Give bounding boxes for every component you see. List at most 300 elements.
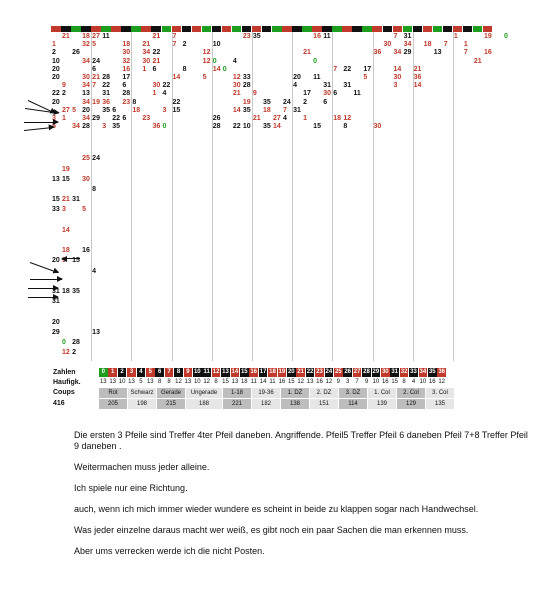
spin-number: 1: [142, 65, 147, 73]
spin-number: 15: [313, 123, 321, 131]
spin-number: 31: [403, 33, 412, 40]
color-strip-segment: [162, 26, 172, 32]
spin-number: 30: [142, 57, 151, 65]
spin-number: 33: [52, 206, 60, 214]
spin-number: 7: [443, 41, 448, 49]
spin-number: 11: [313, 74, 321, 81]
frequency-value: 9: [336, 379, 340, 385]
spin-number: 27: [92, 33, 100, 40]
chance-value: 114: [339, 399, 368, 409]
chance-value: 138: [281, 399, 310, 409]
spin-number: 31: [323, 82, 332, 90]
spin-number: 16: [82, 247, 90, 255]
spin-number: 28: [212, 123, 221, 131]
chance-values-row: [51, 399, 471, 409]
spin-number: 14: [62, 226, 70, 234]
arrow-marker-9: [28, 297, 58, 298]
arrow-marker-4: [24, 127, 54, 131]
spin-number: 22: [232, 123, 241, 131]
frequency-value: 9: [364, 379, 369, 385]
color-strip-segment: [433, 26, 443, 32]
spin-number: 18: [82, 33, 90, 40]
frequency-value: 15: [287, 379, 295, 385]
column-divider: [332, 32, 333, 361]
spin-number: 14: [172, 74, 181, 81]
frequency-value: 18: [240, 379, 248, 385]
spin-number: 13: [82, 90, 90, 98]
number-cell: 28: [363, 369, 370, 375]
spin-number: 15: [52, 196, 60, 204]
spin-number: 6: [122, 82, 127, 90]
spin-number: 36: [413, 74, 422, 81]
spin-number: 23: [142, 115, 151, 122]
spin-number: 12: [62, 349, 70, 357]
spin-number: 14: [273, 123, 281, 131]
spin-number: 7: [333, 65, 338, 73]
color-strip-segment: [332, 26, 342, 32]
spin-number: 30: [122, 49, 131, 57]
number-cell: 10: [193, 369, 201, 375]
frequency-value: 12: [175, 379, 182, 385]
spin-number: 31: [293, 106, 301, 114]
paragraph-2: Weitermachen muss jeder alleine.: [74, 462, 210, 472]
spin-number: 35: [72, 288, 80, 295]
spin-number: 21: [473, 57, 482, 65]
spin-number: 19: [483, 33, 492, 40]
spin-number: 22: [343, 65, 352, 73]
spin-number: 35: [102, 106, 111, 114]
frequency-value: 8: [158, 379, 162, 385]
column-divider: [453, 32, 454, 361]
chance-name: 3. DZ: [339, 388, 368, 398]
spin-number: 30: [232, 82, 241, 90]
spin-number: 34: [72, 123, 80, 131]
paragraph-5: Was jeder einzelne daraus macht wer weiß, es gibt noch ein paar Sachen die man erkennen muss.: [74, 525, 469, 535]
color-strip-segment: [121, 26, 131, 32]
frequency-value: 13: [184, 379, 192, 385]
frequency-value: 16: [278, 379, 286, 385]
paragraph-6: Aber ums verrecken werde ich die nicht Posten.: [74, 546, 265, 556]
spin-number: 34: [393, 49, 402, 57]
spin-number: 16: [122, 65, 131, 73]
spin-number: 6: [122, 115, 127, 122]
number-cell: 3: [127, 368, 136, 377]
spin-number: 23: [122, 98, 131, 106]
spin-number: 30: [82, 175, 90, 183]
spin-number: 0: [162, 123, 167, 131]
number-cell: 31: [391, 369, 399, 375]
frequency-value: 16: [316, 379, 323, 385]
number-cell: 19: [278, 369, 286, 375]
chance-name: 2. Col: [397, 388, 426, 398]
spin-number: 30: [323, 90, 332, 98]
spin-number: 8: [182, 65, 187, 73]
spin-number: 1: [463, 41, 468, 49]
spin-number: 6: [333, 90, 338, 98]
number-cell: 2: [118, 368, 127, 377]
spin-number: 2: [52, 49, 56, 57]
spin-number: 21: [142, 41, 151, 49]
number-cell: 9: [184, 368, 193, 377]
statistics-panel: [51, 368, 471, 412]
color-strip-segment: [111, 26, 121, 32]
color-strip-segment: [342, 26, 352, 32]
number-cell: 8: [174, 368, 183, 377]
color-strip-segment: [51, 26, 61, 32]
spin-number: 10: [242, 123, 251, 131]
spin-number: 19: [62, 165, 70, 173]
spin-number: 25: [82, 155, 90, 163]
spin-number: 0: [222, 65, 227, 73]
spin-number: 35: [242, 106, 251, 114]
spin-number: 32: [82, 41, 90, 49]
number-cell: 32: [400, 369, 408, 375]
chance-name: Rot: [99, 388, 128, 398]
spin-number: 1: [152, 90, 157, 98]
spin-number: 34: [82, 98, 90, 106]
spin-number: 3: [62, 206, 66, 214]
spin-number: 13: [52, 175, 60, 183]
color-strip-segment: [131, 26, 141, 32]
column-divider: [252, 32, 253, 361]
spin-number: 35: [112, 123, 121, 131]
color-strip-segment: [71, 26, 81, 32]
color-strip-segment: [252, 26, 262, 32]
spin-number: 20: [52, 65, 60, 73]
spin-number: 13: [92, 328, 100, 336]
color-strip-segment: [372, 26, 382, 32]
number-cell: 26: [344, 369, 352, 375]
chance-name: Schwarz: [128, 388, 157, 398]
frequency-value: 12: [297, 379, 305, 385]
frequency-value: 14: [259, 379, 267, 385]
color-strip-segment: [302, 26, 312, 32]
color-strip-segment: [453, 26, 463, 32]
spin-number: 1: [303, 115, 308, 122]
zahlen-label: Zahlen: [53, 369, 76, 376]
color-strip-segment: [242, 26, 252, 32]
frequency-value: 12: [438, 379, 446, 385]
chance-value: 198: [128, 399, 157, 409]
spin-number: 18: [62, 288, 70, 295]
spin-number: 35: [262, 123, 271, 131]
spin-number: 21: [62, 196, 70, 204]
spin-number: 17: [303, 90, 311, 98]
spin-number: 18: [62, 247, 70, 255]
spin-number: 4: [92, 267, 97, 275]
chance-name: Gerade: [157, 388, 186, 398]
spin-number: 17: [363, 65, 372, 73]
number-cell: 6: [155, 368, 164, 377]
frequency-value: 8: [402, 379, 406, 385]
color-strip-segment: [81, 26, 91, 32]
frequency-value: 15: [222, 379, 229, 385]
column-divider: [131, 32, 132, 361]
color-strip-segment: [413, 26, 423, 32]
number-cell: 16: [250, 369, 258, 375]
paragraph-3: Ich spiele nur eine Richtung.: [74, 483, 188, 493]
spin-number: 11: [323, 33, 331, 40]
number-cell: 13: [222, 369, 229, 375]
number-cell: 30: [381, 369, 389, 375]
spin-number: 36: [373, 49, 382, 57]
spin-number: 0: [212, 57, 217, 65]
spin-number: 21: [152, 57, 161, 65]
frequency-value: 4: [411, 379, 416, 385]
chance-name: Ungerade: [186, 388, 223, 398]
spin-number: 35: [262, 98, 271, 106]
spin-number: 13: [433, 49, 442, 57]
spin-number: 6: [323, 98, 328, 106]
color-strip-segment: [292, 26, 302, 32]
frequency-value: 13: [231, 379, 239, 385]
spin-number: 14: [212, 65, 221, 73]
color-strip-segment: [192, 26, 202, 32]
color-strip-segment: [222, 26, 232, 32]
spin-number: 14: [232, 106, 241, 114]
spin-number: 0: [504, 33, 508, 40]
frequency-value: 16: [381, 379, 389, 385]
spin-number: 14: [413, 82, 422, 90]
paragraph-1: Die ersten 3 Pfeile sind Treffer 4ter Pfeil daneben. Angriffende. Pfeil5 Treffer Pfeil 6 daneben Pfeil 7+8 Treffer Pfeil 9 daneben .: [74, 430, 528, 451]
color-strip-segment: [202, 26, 212, 32]
spin-number: 10: [52, 57, 60, 65]
number-cell: 24: [325, 369, 333, 375]
chance-value: 129: [397, 399, 426, 409]
frequency-value: 13: [128, 379, 135, 385]
spin-number: 29: [92, 115, 100, 122]
frequency-value: 5: [139, 379, 143, 385]
spin-number: 2: [303, 98, 308, 106]
color-strip-segment: [362, 26, 372, 32]
chance-name: 1-18: [223, 388, 252, 398]
number-cell: 34: [419, 369, 427, 375]
number-cell: 4: [137, 368, 146, 377]
chance-name: 1. Col: [368, 388, 397, 398]
spin-number: 3: [162, 106, 167, 114]
spin-number: 5: [92, 41, 97, 49]
spin-number: 7: [172, 41, 177, 49]
spin-number: 4: [293, 82, 297, 90]
number-cell: 0: [99, 368, 108, 377]
spin-number: 27: [62, 106, 70, 114]
spin-number: 16: [483, 49, 492, 57]
frequency-value: 13: [99, 379, 107, 385]
spin-number: 34: [82, 115, 90, 122]
spin-number: 22: [152, 49, 161, 57]
chance-name: 1. DZ: [281, 388, 310, 398]
spin-number: 31: [52, 298, 60, 306]
spin-number: 6: [112, 106, 117, 114]
chance-value: 205: [99, 399, 128, 409]
spin-number: 28: [122, 90, 131, 98]
spin-number: 18: [132, 106, 141, 114]
frequency-value: 12: [203, 379, 211, 385]
spin-number: 21: [252, 115, 261, 122]
number-cell: 5: [146, 368, 155, 377]
color-strip-segment: [312, 26, 322, 32]
spin-number: 11: [102, 33, 110, 40]
spin-number: 3: [52, 115, 56, 122]
spin-number: 12: [343, 115, 352, 122]
spin-number: 16: [313, 33, 321, 40]
spin-number: 24: [283, 98, 291, 106]
spin-number: 35: [252, 33, 261, 40]
color-strip-segment: [101, 26, 111, 32]
number-cell: 18: [269, 369, 276, 375]
number-cell: 23: [316, 369, 323, 375]
spin-number: 18: [122, 41, 131, 49]
frequency-value: 11: [250, 379, 257, 385]
spin-number: 34: [82, 57, 90, 65]
spin-number: 22: [162, 82, 171, 90]
spin-number: 5: [202, 74, 207, 81]
frequency-value: 10: [193, 379, 201, 385]
frequency-value: 13: [146, 379, 154, 385]
arrow-marker-7: [30, 279, 62, 280]
spin-number: 21: [232, 90, 241, 98]
frequency-value: 10: [118, 379, 126, 385]
color-strip-segment: [141, 26, 151, 32]
spin-number: 7: [283, 106, 287, 114]
spin-number: 9: [62, 257, 66, 265]
spin-number: 29: [403, 49, 412, 57]
spin-number: 31: [52, 288, 60, 295]
color-strip-segment: [262, 26, 272, 32]
frequency-value: 8: [214, 379, 218, 385]
spin-number: 4: [162, 90, 167, 98]
spin-number: 20: [52, 257, 60, 265]
spin-number: 31: [102, 90, 111, 98]
spin-number: 4: [283, 115, 287, 122]
chance-names-row: [51, 388, 471, 398]
spin-number: 30: [383, 41, 392, 49]
color-strip-segment: [212, 26, 222, 32]
color-strip-segment: [322, 26, 332, 32]
spin-number: 28: [102, 74, 111, 81]
chance-name: 2. DZ: [310, 388, 339, 398]
spin-number: 5: [72, 106, 76, 114]
spin-number: 28: [82, 123, 90, 131]
spin-number: 3: [102, 123, 107, 131]
frequency-value: 13: [306, 379, 314, 385]
spin-number: 30: [373, 123, 382, 131]
spin-number: 26: [212, 115, 221, 122]
spin-number: 9: [252, 90, 257, 98]
color-strip-segment: [272, 26, 282, 32]
spin-number: 2: [72, 349, 76, 357]
spin-number: 2: [62, 90, 66, 98]
spin-number: 30: [82, 74, 90, 81]
spin-number: 5: [363, 74, 368, 81]
spin-number: 24: [92, 155, 100, 163]
coups-label: Coups: [53, 389, 75, 396]
chance-value: 221: [223, 399, 252, 409]
spin-number: 24: [92, 57, 100, 65]
color-strip-segment: [403, 26, 413, 32]
spin-number: 15: [72, 257, 80, 265]
spin-number: 29: [52, 328, 60, 336]
spin-number: 9: [62, 82, 66, 90]
frequency-value: 10: [372, 379, 380, 385]
spin-number: 22: [102, 82, 111, 90]
spin-number: 6: [92, 65, 97, 73]
spin-number: 23: [242, 33, 251, 40]
spin-number: 18: [333, 115, 342, 122]
color-strip-segment: [91, 26, 101, 32]
spin-number: 19: [242, 98, 251, 106]
haufigk-label: Haufigk.: [53, 379, 81, 386]
zahlen-row: [51, 368, 471, 378]
spin-number: 33: [242, 74, 251, 81]
color-strip-segment: [232, 26, 242, 32]
spin-number: 0: [313, 57, 318, 65]
spin-number: 8: [92, 186, 97, 193]
spin-number: 7: [393, 33, 398, 40]
number-cell: 20: [287, 369, 295, 375]
spin-number: 20: [52, 318, 60, 326]
frequency-value: 13: [109, 379, 117, 385]
number-cell: 25: [334, 369, 342, 375]
spin-number: 34: [142, 49, 151, 57]
frequency-value: 15: [391, 379, 399, 385]
frequency-value: 10: [419, 379, 427, 385]
spin-number: 22: [172, 98, 181, 106]
chance-name: 3. Col: [426, 388, 455, 398]
spin-number: 3: [393, 82, 398, 90]
spin-number: 15: [172, 106, 181, 114]
spin-number: 36: [102, 98, 111, 106]
spin-number: 21: [303, 49, 311, 57]
number-cell: 14: [231, 369, 239, 375]
color-strip-segment: [282, 26, 292, 32]
color-strip-segment: [483, 26, 493, 32]
frequency-value: 16: [428, 379, 436, 385]
spin-number: 12: [232, 74, 241, 81]
spin-number: 6: [152, 65, 157, 73]
spin-number: 12: [202, 57, 211, 65]
spin-number: 20: [52, 74, 60, 81]
number-cell: 12: [212, 369, 220, 375]
roulette-permanence-board: [51, 26, 508, 361]
number-cell: 36: [438, 369, 446, 375]
spin-number: 20: [82, 106, 90, 114]
column-divider: [373, 32, 374, 361]
spin-number: 7: [463, 49, 468, 57]
spin-number: 0: [62, 339, 66, 346]
spin-number: 34: [82, 82, 90, 90]
color-strip-segment: [151, 26, 161, 32]
frequency-value: 3: [346, 379, 350, 385]
spin-number: 11: [353, 90, 361, 98]
spin-number: 5: [82, 206, 87, 214]
coups-value: 416: [53, 400, 65, 407]
spin-number: 8: [343, 123, 348, 131]
number-cell: 35: [428, 369, 436, 375]
spin-number: 30: [393, 74, 402, 81]
post-text: [74, 430, 534, 567]
color-strip-segment: [443, 26, 453, 32]
spin-number: 15: [62, 175, 70, 183]
chance-name: 19-36: [252, 388, 281, 398]
number-cell: 29: [372, 369, 380, 375]
spin-number: 30: [152, 82, 161, 90]
number-cell: 7: [165, 368, 174, 377]
spin-number: 22: [52, 90, 60, 98]
color-strip-segment: [383, 26, 393, 32]
spin-number: 21: [62, 33, 70, 40]
spin-number: 14: [393, 65, 402, 73]
